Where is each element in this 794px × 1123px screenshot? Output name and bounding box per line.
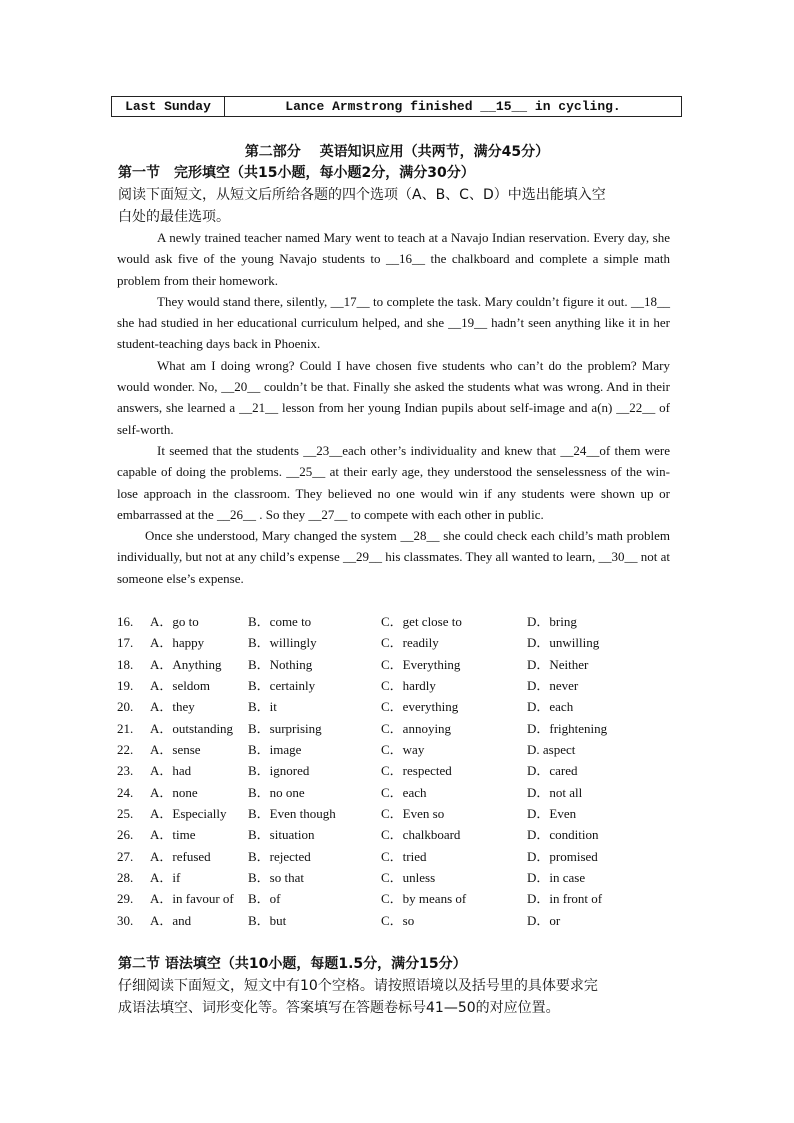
option-row xyxy=(117,867,677,888)
option-row xyxy=(117,760,677,781)
option-a: A．time xyxy=(150,827,196,843)
question-number: 19. xyxy=(117,678,134,694)
option-d: D. aspect xyxy=(527,742,576,758)
option-d: D．Even xyxy=(527,806,577,822)
option-d: D．each xyxy=(527,699,574,715)
option-a: A．happy xyxy=(150,635,205,651)
section2-instruction-1: 仔细阅读下面短文，短文中有10个空格。请按照语境以及括号里的具体要求完 xyxy=(118,978,598,994)
option-a: A．and xyxy=(150,912,192,928)
answer-table-row xyxy=(111,96,682,117)
option-c: C．readily xyxy=(381,635,439,651)
option-a: A．if xyxy=(150,870,181,886)
option-row xyxy=(117,782,677,803)
part2-heading: 第二部分 英语知识应用（共两节，满分45分） xyxy=(244,144,550,160)
option-c: C．way xyxy=(381,742,425,758)
option-row xyxy=(117,675,677,696)
option-b: B．Nothing xyxy=(248,656,313,672)
option-b: B．surprising xyxy=(248,720,322,736)
answer-options-list xyxy=(117,611,677,931)
section2-title: 第二节 语法填空（共10小题，每题1.5分，满分15分） xyxy=(118,956,467,972)
option-b: B．image xyxy=(248,742,302,758)
option-d: D．Neither xyxy=(527,656,589,672)
question-number: 20. xyxy=(117,699,134,715)
section1-title: 第一节 完形填空（共15小题，每小题2分，满分30分） xyxy=(118,165,475,181)
question-number: 17. xyxy=(117,635,134,651)
option-c: C．each xyxy=(381,784,427,800)
question-number: 23. xyxy=(117,763,134,779)
option-b: B．but xyxy=(248,912,287,928)
option-b: B．so that xyxy=(248,870,304,886)
option-row xyxy=(117,888,677,909)
passage-paragraph: They would stand there, silently, __17__ to complete the task. Mary couldn’t figure it out. __18__ she had studied in her educational curriculum helped, and she __19__ hadn’t seen anything like it in her student-teaching days back in Phoenix. xyxy=(117,293,670,352)
option-d: D．never xyxy=(527,678,579,694)
question-number: 27. xyxy=(117,848,134,864)
option-b: B．rejected xyxy=(248,848,311,864)
option-c: C．Everything xyxy=(381,656,461,672)
option-c: C．respected xyxy=(381,763,452,779)
passage-paragraph: What am I doing wrong? Could I have chosen five students who can’t do the problem? Mary would wonder. No, __20__ couldn’t be that. Finally she asked the students what was wrong. And in their answers, she learned a __21__ lesson from her young Indian pupils about self-image and a(n) __22__ of self-worth. xyxy=(117,357,670,437)
option-c: C．so xyxy=(381,912,415,928)
table-cell-sentence: Lance Armstrong finished __15__ in cycling. xyxy=(285,99,621,114)
option-b: B．it xyxy=(248,699,277,715)
option-d: D．frightening xyxy=(527,720,608,736)
option-c: C．unless xyxy=(381,870,436,886)
option-b: B．ignored xyxy=(248,763,310,779)
option-a: A．had xyxy=(150,763,192,779)
option-a: A．sense xyxy=(150,742,201,758)
option-d: D．promised xyxy=(527,848,598,864)
option-a: A．seldom xyxy=(150,678,210,694)
option-row xyxy=(117,654,677,675)
passage-paragraph: A newly trained teacher named Mary went to teach at a Navajo Indian reservation. Every day, she would ask five of the young Navajo students to __16__ the chalkboard and complete a simple math problem from their homework. xyxy=(117,230,670,288)
option-d: D．not all xyxy=(527,784,583,800)
option-d: D．cared xyxy=(527,763,578,779)
option-row xyxy=(117,718,677,739)
option-d: D．in case xyxy=(527,870,586,886)
option-c: C．tried xyxy=(381,848,427,864)
option-d: D．unwilling xyxy=(527,635,600,651)
option-row xyxy=(117,739,677,760)
option-b: B．certainly xyxy=(248,678,316,694)
question-number: 22. xyxy=(117,742,134,758)
section1-instruction-1: 阅读下面短文，从短文后所给各题的四个选项（A、B、C、D）中选出能填入空 xyxy=(118,187,606,203)
option-b: B．situation xyxy=(248,827,315,843)
question-number: 28. xyxy=(117,870,134,886)
option-b: B．of xyxy=(248,891,281,907)
option-row xyxy=(117,696,677,717)
option-a: A．in favour of xyxy=(150,891,234,907)
section1-instruction-2: 白处的最佳选项。 xyxy=(118,209,230,225)
option-a: A．Anything xyxy=(150,656,222,672)
option-b: B．Even though xyxy=(248,806,336,822)
option-d: D．in front of xyxy=(527,891,603,907)
question-number: 26. xyxy=(117,827,134,843)
option-c: C．chalkboard xyxy=(381,827,461,843)
option-c: C．by means of xyxy=(381,891,467,907)
cloze-passage xyxy=(117,227,670,589)
option-a: A．outstanding xyxy=(150,720,234,736)
passage-paragraph: Once she understood, Mary changed the system __28__ she could check each child’s math problem individually, but not at any child’s expense __29__ his classmates. They all wanted to learn, __30__ not at someone else’s expense. xyxy=(117,528,670,586)
option-b: B．come to xyxy=(248,614,312,629)
option-b: B．no one xyxy=(248,784,305,800)
question-number: 25. xyxy=(117,806,134,822)
option-row xyxy=(117,846,677,867)
question-number: 29. xyxy=(117,891,134,907)
option-d: D．condition xyxy=(527,827,599,843)
option-row xyxy=(117,824,677,845)
option-a: A．none xyxy=(150,784,198,800)
option-d: D．bring xyxy=(527,614,577,629)
option-a: A．refused xyxy=(150,848,211,864)
option-b: B．willingly xyxy=(248,635,317,651)
option-c: C．get close to xyxy=(381,614,462,629)
option-row xyxy=(117,632,677,653)
table-cell-date: Last Sunday xyxy=(112,97,225,116)
option-row xyxy=(117,803,677,824)
option-a: A．Especially xyxy=(150,806,227,822)
option-c: C．annoying xyxy=(381,720,452,736)
question-number: 21. xyxy=(117,720,134,736)
question-number: 16. xyxy=(117,614,134,629)
option-d: D．or xyxy=(527,912,561,928)
option-row xyxy=(117,910,677,931)
option-c: C．everything xyxy=(381,699,459,715)
option-a: A．go to xyxy=(150,614,199,629)
option-row xyxy=(117,611,677,632)
option-c: C．Even so xyxy=(381,806,445,822)
question-number: 24. xyxy=(117,784,134,800)
passage-paragraph: It seemed that the students __23__each other’s individuality and knew that __24__of them were capable of doing the problems. __25__ at their early age, they understood the senselessness of the win-lose approach in the classroom. They believed no one would win if any students were shown up or embarrassed at the __26__ . So they __27__ to compete with each other in public. xyxy=(117,442,670,522)
option-c: C．hardly xyxy=(381,678,436,694)
question-number: 18. xyxy=(117,656,134,672)
option-a: A．they xyxy=(150,699,195,715)
question-number: 30. xyxy=(117,912,134,928)
section2-instruction-2: 成语法填空、词形变化等。答案填写在答题卷标号41—50的对应位置。 xyxy=(118,1000,560,1016)
